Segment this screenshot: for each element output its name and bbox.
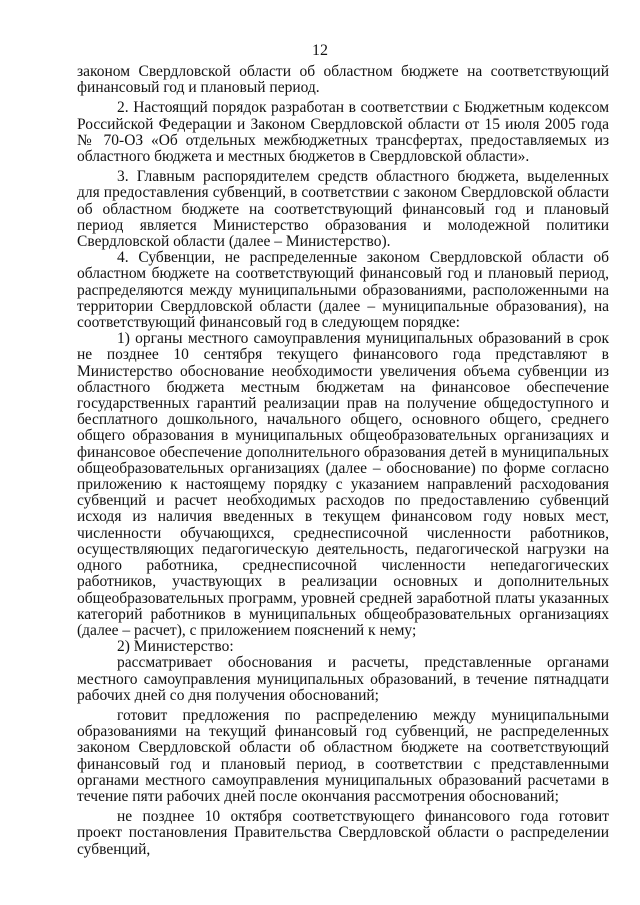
paragraph-4-item-1: 1) органы местного самоуправления муниципальных образований в срок не позднее 10 сентября текущего финансового года представляют в Министерство обоснование необходимости увеличения объема субвенции из областного бюджета местным бюджетам на финансовое обеспечение государственных гарантий реализации прав на получение общедоступного и бесплатного дошкольного, начального общего, основного общего, среднего общего образования в муниципальных общеобразовательных организациях и финансовое обеспечение дополнительного образования детей в муниципальных общеобразовательных организациях (далее – обоснование) по форме согласно приложению к настоящему порядку с указанием направлений расходования субвенций и расчет необходимых расходов по предоставлению субвенций исходя из наличия введенных в текущем финансовом году новых мест, численности обучающихся, среднесписочной численности работников, осуществляющих педагогическую деятельность, педагогической нагрузки на одного работника, среднесписочной численности непедагогических работников, участвующих в реализации основных и дополнительных общеобразовательных программ, уровней средней заработной платы указанных категорий работников в муниципальных общеобразовательных организациях (далее – расчет), с приложением пояснений к нему; — [77, 330, 609, 639]
document-body — [77, 64, 609, 858]
paragraph-2: 2. Настоящий порядок разработан в соответствии с Бюджетным кодексом Российской Федерации и Законом Свердловской области от 15 июля 2005 года № 70-ОЗ «Об отдельных межбюджетных трансфертах, предоставляемых из областного бюджета и местных бюджетов в Свердловской области». — [77, 99, 609, 166]
paragraph-ministry-prepares: готовит предложения по распределению между муниципальными образованиями на текущий финансовый год субвенций, не распределенных законом Свердловской области об областном бюджете на соответствующий финансовый год и плановый период, в соответствии с представленными органами местного самоуправления муниципальных образований расчетами в течение пяти рабочих дней после окончания рассмотрения обоснований; — [77, 706, 609, 805]
page-number: 12 — [312, 42, 328, 59]
paragraph-ministry-deadline: не позднее 10 октября соответствующего финансового года готовит проект постановления Правительства Свердловской области о распределении субвенций, — [77, 808, 609, 858]
paragraph-4: 4. Субвенции, не распределенные законом Свердловской области об областном бюджете на соответствующий финансовый год и плановый период, распределяются между муниципальными образованиями, расположенными на территории Свердловской области (далее – муниципальные образования), на соответствующий финансовый год в следующем порядке: — [77, 249, 609, 332]
paragraph-4-item-2: 2) Министерство: — [117, 638, 234, 656]
paragraph-3: 3. Главным распорядителем средств областного бюджета, выделенных для предоставления субвенций, в соответствии с законом Свердловской области об областном бюджете на соответствующий финансовый год и плановый период является Министерство образования и молодежной политики Свердловской области (далее – Министерство). — [77, 168, 609, 251]
paragraph-ministry-reviews: рассматривает обоснования и расчеты, представленные органами местного самоуправления муниципальных образований, в течение пятнадцати рабочих дней со дня получения обоснований; — [77, 654, 609, 704]
paragraph-continuation: законом Свердловской области об областном бюджете на соответствующий финансовый год и плановый период. — [77, 63, 609, 97]
